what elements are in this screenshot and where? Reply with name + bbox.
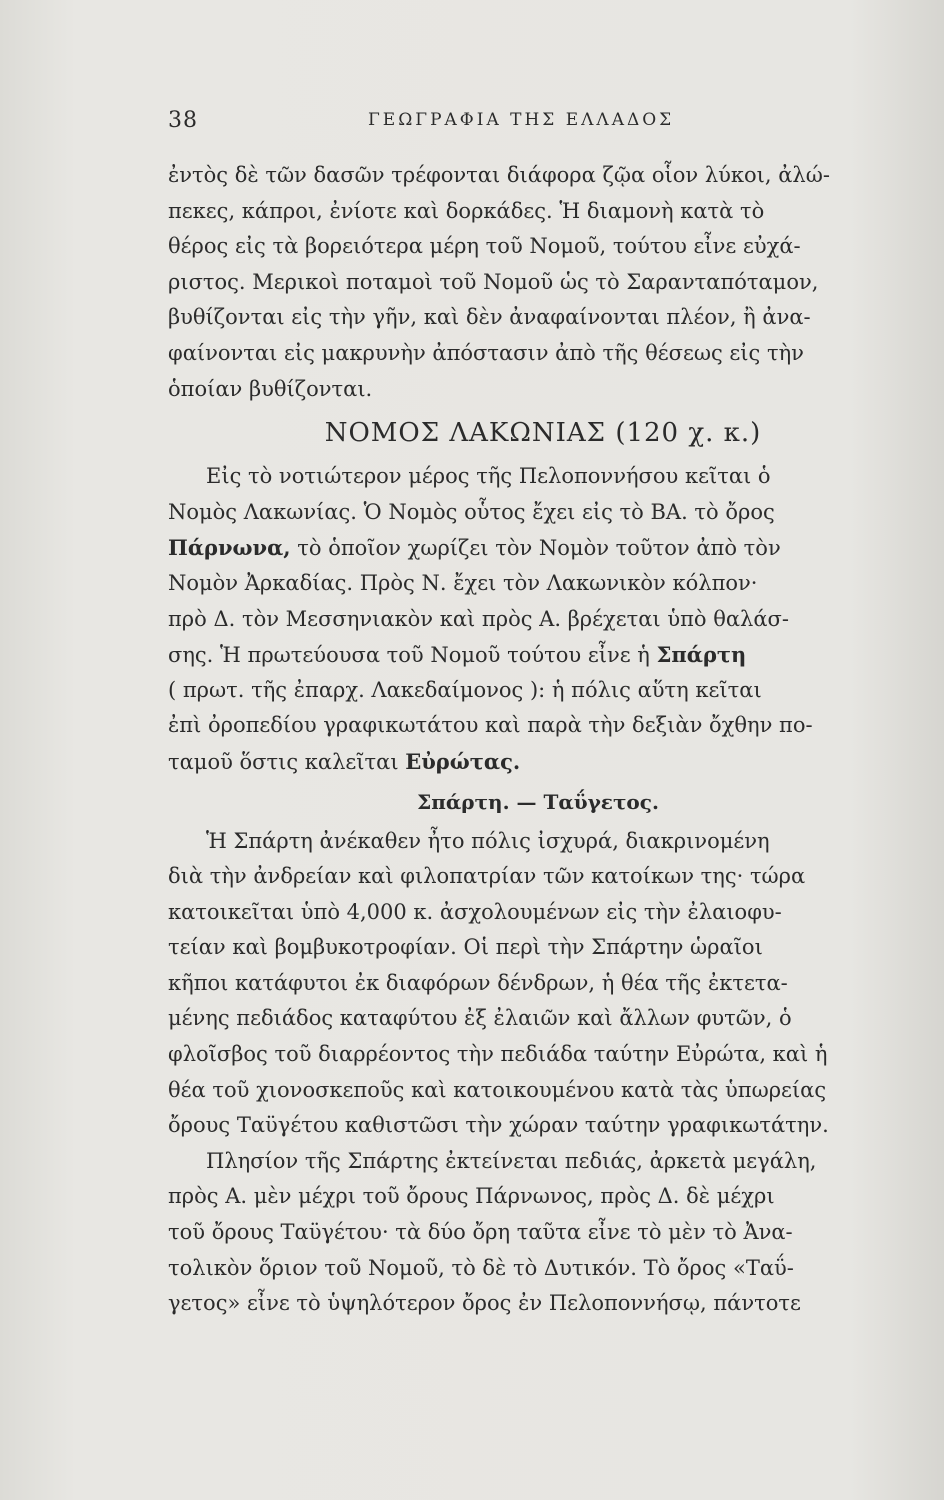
text-line: κῆποι κατάφυτοι ἐκ διαφόρων δένδρων, ἡ θέα τῆς ἐκτετα- bbox=[168, 970, 788, 995]
text-line: θέρος εἰς τὰ βορειότερα μέρη τοῦ Νομοῦ, τούτου εἶνε εὐχά- bbox=[168, 234, 801, 259]
text-line: ὄρους Ταϋγέτου καθιστῶσι τὴν χώραν ταύτην γραφικωτάτην. bbox=[168, 1113, 829, 1138]
emphasis-sparta: Σπάρτη bbox=[656, 642, 747, 668]
text-line: ἐντὸς δὲ τῶν δασῶν τρέφονται διάφορα ζῷα οἷον λύκοι, ἀλώ- bbox=[168, 163, 830, 187]
page-body bbox=[168, 158, 888, 1322]
text-line: θέα τοῦ χιονοσκεποῦς καὶ κατοικουμένου κατὰ τὰς ὑπωρείας bbox=[168, 1077, 827, 1102]
text-line: φλοῖσβος τοῦ διαρρέοντος τὴν πεδιάδα ταύτην Εὐρώτα, καὶ ἡ bbox=[168, 1042, 828, 1067]
text-span: ταμοῦ ὅστις καλεῖται bbox=[168, 749, 406, 774]
text-line: ριστος. Μερικοὶ ποταμοὶ τοῦ Νομοῦ ὡς τὸ Σαρανταπόταμον, bbox=[168, 269, 819, 294]
page-number: 38 bbox=[168, 108, 198, 133]
text-line: πεκες, κάπροι, ἐνίοτε καὶ δορκάδες. Ἡ διαμονὴ κατὰ τὸ bbox=[168, 198, 765, 223]
text-span: σης. Ἡ πρωτεύουσα τοῦ Νομοῦ τούτου εἶνε ἡ bbox=[168, 643, 657, 668]
emphasis-parnon: Πάρνωνα, bbox=[168, 535, 291, 561]
text-span: τὸ ὁποῖον χωρίζει τὸν Νομὸν τοῦτον ἀπὸ τὸν bbox=[290, 536, 781, 561]
text-line: Πλησίον τῆς Σπάρτης ἐκτείνεται πεδιάς, ἀρκετὰ μεγάλη, bbox=[206, 1148, 817, 1173]
section-heading: ΝΟΜΟΣ ΛΑΚΩΝΙΑΣ (120 χ. κ.) bbox=[324, 418, 762, 449]
paragraph-sparta bbox=[168, 824, 888, 1322]
emphasis-eurotas: Εὐρώτας. bbox=[405, 748, 521, 774]
paragraph-laconia bbox=[168, 459, 888, 779]
text-line: ἐπὶ ὀροπεδίου γραφικωτάτου καὶ παρὰ τὴν δεξιὰν ὄχθην πο- bbox=[168, 713, 813, 738]
page-header bbox=[168, 100, 888, 140]
text-line: ( πρωτ. τῆς ἐπαρχ. Λακεδαίμονος ): ἡ πόλις αὕτη κεῖται bbox=[168, 677, 762, 702]
text-line bbox=[168, 637, 888, 673]
text-line: τείαν καὶ βομβυκοτροφίαν. Οἱ περὶ τὴν Σπάρτην ὡραῖοι bbox=[168, 935, 763, 960]
text-line: πρὸ Δ. τὸν Μεσσηνιακὸν καὶ πρὸς Α. βρέχεται ὑπὸ θαλάσ- bbox=[168, 606, 789, 631]
text-line: γετος» εἶνε τὸ ὑψηλότερον ὄρος ἐν Πελοποννήσῳ, πάντοτε bbox=[168, 1291, 801, 1316]
text-line: Εἰς τὸ νοτιώτερον μέρος τῆς Πελοποννήσου κεῖται ὁ bbox=[206, 464, 771, 489]
text-line: κατοικεῖται ὑπὸ 4,000 κ. ἀσχολουμένων εἰς τὴν ἐλαιοφυ- bbox=[168, 899, 782, 924]
text-line: μένης πεδιάδος καταφύτου ἐξ ἐλαιῶν καὶ ἄλλων φυτῶν, ὁ bbox=[168, 1006, 792, 1031]
subsection-heading: Σπάρτη. — Ταΰγετος. bbox=[417, 789, 659, 814]
text-line: βυθίζονται εἰς τὴν γῆν, καὶ δὲν ἀναφαίνονται πλέον, ἢ ἀνα- bbox=[168, 305, 811, 330]
text-line: Ἡ Σπάρτη ἀνέκαθεν ἦτο πόλις ἰσχυρά, διακρινομένη bbox=[206, 828, 770, 853]
text-line: τοῦ ὄρους Ταϋγέτου· τὰ δύο ὄρη ταῦτα εἶνε τὸ μὲν τὸ Ἀνα- bbox=[168, 1220, 793, 1245]
text-line bbox=[168, 744, 888, 780]
text-line: φαίνονται εἰς μακρυνὴν ἀπόστασιν ἀπὸ τῆς θέσεως εἰς τὴν bbox=[168, 340, 804, 365]
text-line bbox=[168, 530, 888, 566]
running-title: ΓΕΩΓΡΑΦΙΑ ΤΗΣ ΕΛΛΑΔΟΣ bbox=[368, 110, 675, 130]
paragraph-fauna-rivers bbox=[168, 158, 888, 407]
text-line: πρὸς Α. μὲν μέχρι τοῦ ὄρους Πάρνωνος, πρὸς Δ. δὲ μέχρι bbox=[168, 1184, 775, 1209]
text-line: ὁποίαν βυθίζονται. bbox=[168, 376, 373, 401]
text-line: Νομὸς Λακωνίας. Ὁ Νομὸς οὗτος ἔχει εἰς τὸ ΒΑ. τὸ ὄρος bbox=[168, 499, 775, 524]
text-line: τολικὸν ὅριον τοῦ Νομοῦ, τὸ δὲ τὸ Δυτικόν. Τὸ ὄρος «Ταΰ- bbox=[168, 1255, 794, 1280]
text-line: Νομὸν Ἀρκαδίας. Πρὸς Ν. ἔχει τὸν Λακωνικὸν κόλπον· bbox=[168, 570, 758, 595]
text-line: διὰ τὴν ἀνδρείαν καὶ φιλοπατρίαν τῶν κατοίκων της· τώρα bbox=[168, 864, 806, 889]
